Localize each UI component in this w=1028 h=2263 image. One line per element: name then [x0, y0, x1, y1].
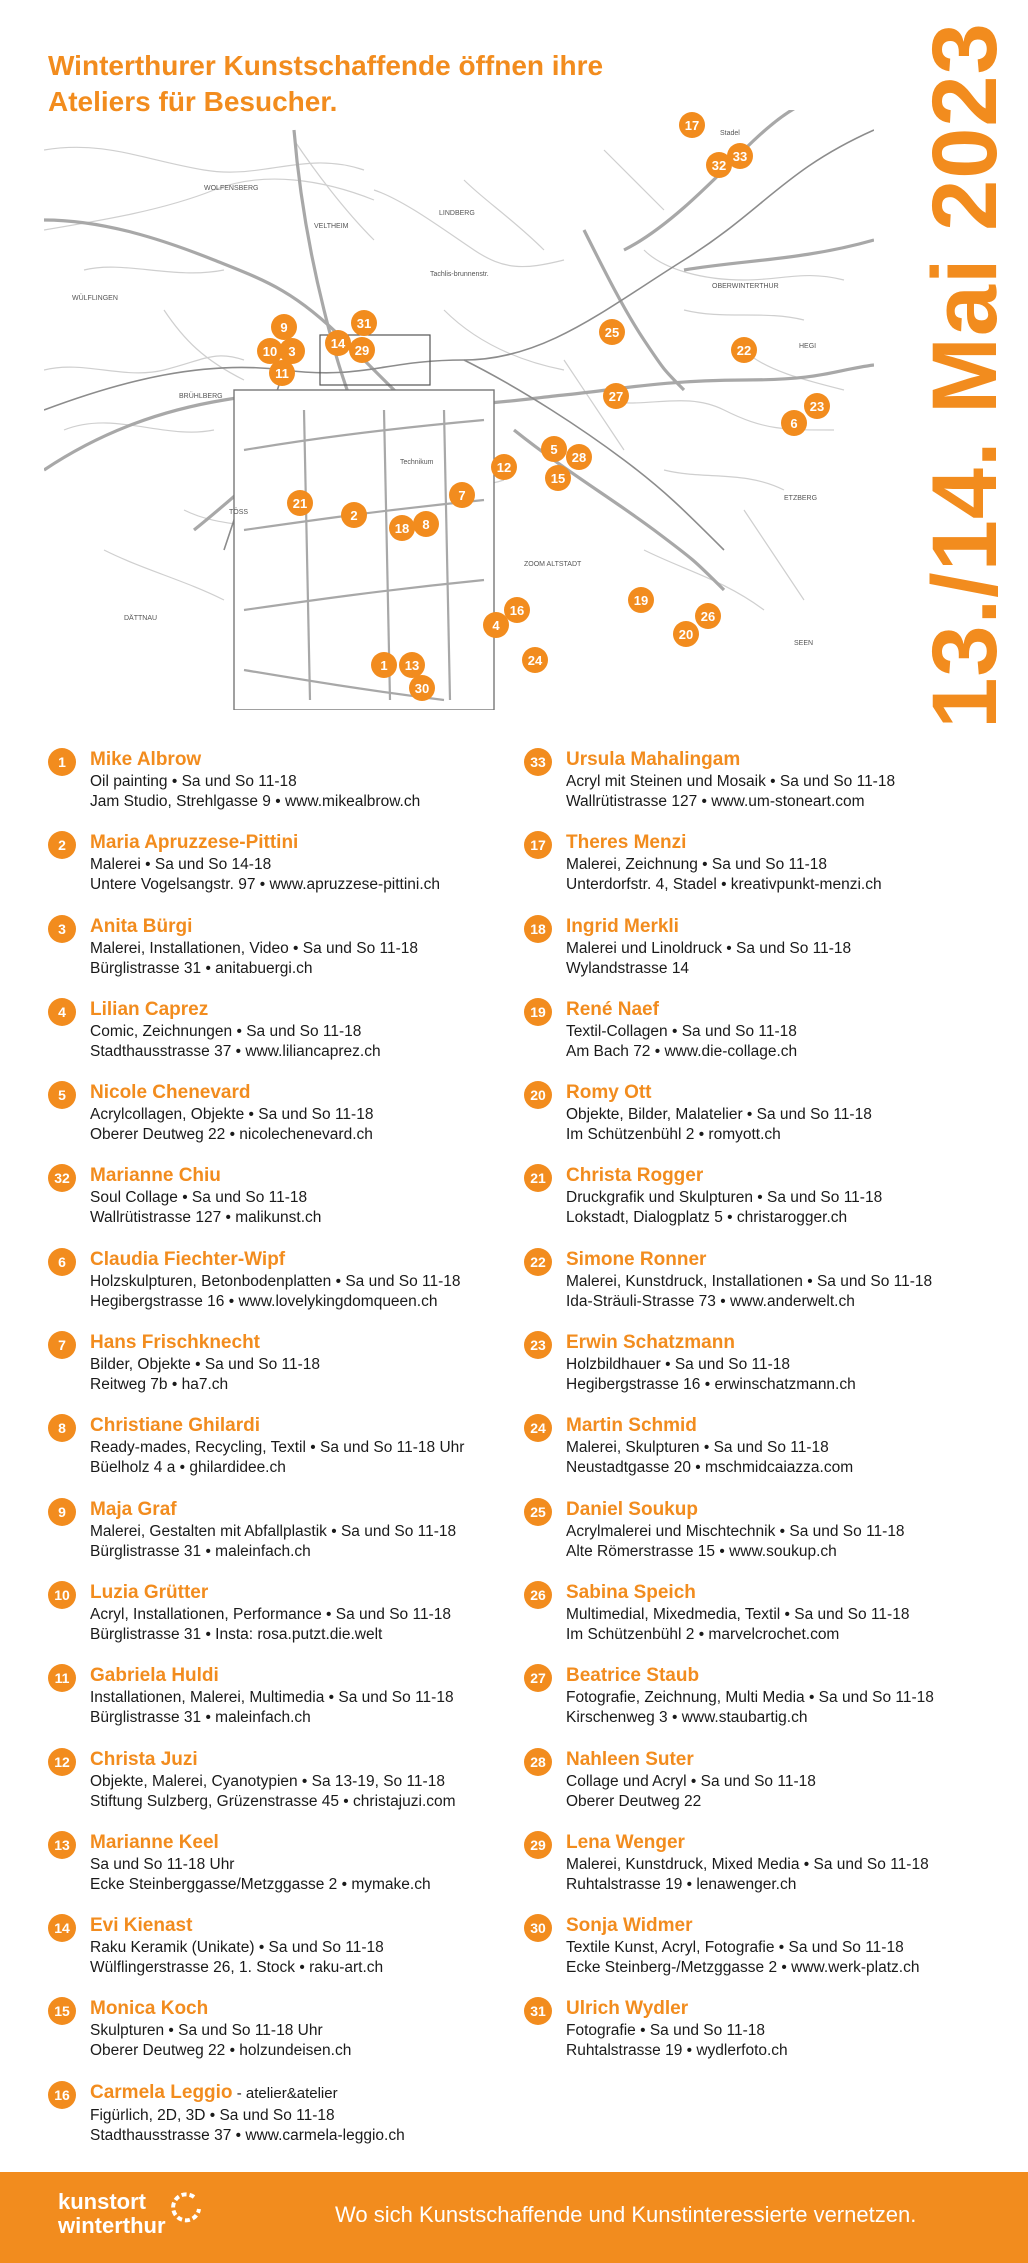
artist-name: Luzia Grütter: [90, 1581, 209, 1603]
map-marker-number: 24: [527, 653, 543, 668]
artist-name: Ingrid Merkli: [566, 915, 679, 937]
artist-details: Figürlich, 2D, 3D • Sa und So 11-18: [90, 2106, 335, 2124]
artist-entry-1: [48, 748, 508, 831]
artist-name: Gabriela Huldi: [90, 1665, 219, 1687]
map-marker-5[interactable]: [541, 436, 567, 462]
map-marker-16[interactable]: [504, 597, 530, 623]
artist-details: Bilder, Objekte • Sa und So 11-18: [90, 1356, 321, 1374]
artist-details: Malerei • Sa und So 14-18: [90, 856, 272, 874]
artist-name: Mike Albrow: [90, 749, 202, 770]
artist-number-badge: 9: [48, 1498, 76, 1526]
artist-number-badge: 24: [524, 1414, 552, 1442]
map-marker-number: 25: [604, 325, 620, 340]
artist-name: Simone Ronner: [566, 1248, 707, 1270]
artist-entry-21: [524, 1164, 984, 1247]
artist-address: Alte Römerstrasse 15 • www.soukup.ch: [566, 1542, 837, 1560]
map-marker-14[interactable]: [325, 330, 351, 356]
artist-name: Nicole Chenevard: [90, 1082, 251, 1104]
artist-number-badge: 30: [524, 1914, 552, 1942]
map-marker-number: 10: [262, 344, 278, 359]
artist-address: Reitweg 7b • ha7.ch: [90, 1376, 229, 1394]
map-label: BRÜHLBERG: [179, 393, 223, 400]
map-marker-number: 11: [275, 366, 289, 381]
artist-details: Malerei, Skulpturen • Sa und So 11-18: [566, 1439, 829, 1457]
map-marker-27[interactable]: [603, 383, 629, 409]
artist-address: Kirschenweg 3 • www.staubartig.ch: [566, 1709, 808, 1727]
artist-number-badge: 6: [48, 1248, 76, 1276]
artist-address: Ruhtalstrasse 19 • wydlerfoto.ch: [566, 2042, 788, 2060]
map-marker-number: 27: [608, 389, 624, 404]
map-marker-number: 33: [732, 149, 748, 164]
artist-number-badge: 5: [48, 1081, 76, 1109]
artist-details: Malerei, Gestalten mit Abfallplastik • Sa und So 11-18: [90, 1522, 457, 1540]
artist-entry-8: [48, 1414, 508, 1497]
city-map[interactable]: [44, 110, 874, 710]
map-marker-2[interactable]: [341, 502, 367, 528]
artist-entry-3: [48, 915, 508, 998]
artist-number-badge: 19: [524, 998, 552, 1026]
artist-address: Wylandstrasse 14: [566, 959, 690, 977]
map-label: Technikum: [400, 459, 434, 466]
artist-column-right: [524, 748, 984, 2081]
map-label: WÜLFLINGEN: [72, 295, 118, 302]
artist-details: Malerei und Linoldruck • Sa und So 11-18: [566, 939, 852, 957]
artist-entry-15: [48, 1997, 508, 2080]
map-marker-20[interactable]: [673, 621, 699, 647]
artist-number-badge: 11: [48, 1664, 76, 1692]
map-marker-17[interactable]: [679, 112, 705, 138]
artist-name: Maja Graf: [90, 1498, 177, 1520]
artist-number-badge: 16: [48, 2081, 76, 2109]
map-marker-7[interactable]: [449, 482, 475, 508]
map-marker-number: 18: [394, 521, 410, 536]
artist-number-badge: 13: [48, 1831, 76, 1859]
artist-address: Oberer Deutweg 22: [566, 1792, 702, 1810]
artist-address: Im Schützenbühl 2 • romyott.ch: [566, 1126, 781, 1144]
artist-entry-28: [524, 1748, 984, 1831]
artist-address: Am Bach 72 • www.die-collage.ch: [566, 1042, 798, 1060]
artist-name: Romy Ott: [566, 1082, 652, 1104]
artist-number-badge: 14: [48, 1914, 76, 1942]
map-label: Tachlis-brunnenstr.: [430, 271, 489, 278]
map-marker-number: 8: [422, 517, 430, 532]
map-label: HEGI: [799, 343, 817, 350]
artist-name: Hans Frischknecht: [90, 1332, 260, 1354]
artist-address: Stadthausstrasse 37 • www.liliancaprez.ch: [90, 1042, 381, 1060]
artist-column-left: [48, 748, 508, 2164]
artist-entry-29: [524, 1831, 984, 1914]
artist-details: Comic, Zeichnungen • Sa und So 11-18: [90, 1022, 362, 1040]
map-marker-30[interactable]: [409, 675, 435, 701]
artist-name: Christa Rogger: [566, 1165, 704, 1187]
map-label: VELTHEIM: [314, 223, 349, 230]
artist-number-badge: 31: [524, 1997, 552, 2025]
map-marker-number: 15: [550, 471, 566, 486]
artist-list: [48, 748, 988, 2158]
artist-entry-17: [524, 831, 984, 914]
artist-entry-33: [524, 748, 984, 831]
artist-number-badge: 29: [524, 1831, 552, 1859]
artist-entry-26: [524, 1581, 984, 1664]
map-marker-number: 9: [280, 320, 288, 335]
artist-address: Hegibergstrasse 16 • erwinschatzmann.ch: [566, 1376, 856, 1394]
map-marker-19[interactable]: [628, 587, 654, 613]
artist-details: Acrylmalerei und Mischtechnik • Sa und So 11-18: [566, 1522, 905, 1540]
event-date: [910, 21, 1020, 729]
footer-tagline: Wo sich Kunstschaffende und Kunstinteressierte vernetzen.: [335, 2202, 917, 2227]
map-marker-number: 31: [356, 316, 372, 331]
map-marker-number: 28: [571, 450, 587, 465]
artist-details: Holzskulpturen, Betonbodenplatten • Sa und So 11-18: [90, 1272, 461, 1290]
map-marker-number: 16: [509, 603, 525, 618]
artist-details: Malerei, Kunstdruck, Installationen • Sa und So 11-18: [566, 1272, 933, 1290]
artist-details: Acryl, Installationen, Performance • Sa und So 11-18: [90, 1605, 451, 1623]
artist-entry-27: [524, 1664, 984, 1747]
map-marker-number: 19: [633, 593, 649, 608]
artist-details: Oil painting • Sa und So 11-18: [90, 773, 297, 790]
artist-address: Büelholz 4 a • ghilardidee.ch: [90, 1459, 286, 1477]
artist-name: Nahleen Suter: [566, 1748, 694, 1770]
artist-details: Collage und Acryl • Sa und So 11-18: [566, 1772, 816, 1790]
artist-address: Oberer Deutweg 22 • holzundeisen.ch: [90, 2042, 352, 2060]
artist-number-badge: 4: [48, 998, 76, 1026]
artist-details: Malerei, Zeichnung • Sa und So 11-18: [566, 856, 828, 874]
artist-number-badge: 21: [524, 1164, 552, 1192]
artist-address: Lokstadt, Dialogplatz 5 • christarogger.ch: [566, 1209, 848, 1227]
map-label: Stadel: [720, 130, 740, 137]
artist-details: Installationen, Malerei, Multimedia • Sa und So 11-18: [90, 1689, 454, 1707]
artist-number-badge: 23: [524, 1331, 552, 1359]
map-marker-29[interactable]: [349, 337, 375, 363]
artist-number-badge: 8: [48, 1414, 76, 1442]
artist-details: Ready-mades, Recycling, Textil • Sa und So 11-18 Uhr: [90, 1439, 465, 1457]
artist-entry-22: [524, 1248, 984, 1331]
footer-bar: [0, 2172, 1028, 2263]
artist-number-badge: 2: [48, 831, 76, 859]
artist-name: Theres Menzi: [566, 832, 687, 854]
map-marker-12[interactable]: [491, 454, 517, 480]
artist-number-badge: 25: [524, 1498, 552, 1526]
artist-details: Raku Keramik (Unikate) • Sa und So 11-18: [90, 1939, 384, 1957]
artist-entry-20: [524, 1081, 984, 1164]
artist-details: Malerei, Kunstdruck, Mixed Media • Sa und So 11-18: [566, 1855, 929, 1873]
artist-number-badge: 22: [524, 1248, 552, 1276]
map-marker-number: 30: [414, 681, 430, 696]
artist-details: Malerei, Installationen, Video • Sa und So 11-18: [90, 939, 418, 957]
artist-entry-4: [48, 998, 508, 1081]
map-label: ETZBERG: [784, 495, 818, 502]
artist-details: Textil-Collagen • Sa und So 11-18: [566, 1022, 797, 1040]
artist-address: Stadthausstrasse 37 • www.carmela-leggio.ch: [90, 2126, 405, 2144]
map-marker-number: 1: [380, 658, 388, 673]
artist-entry-30: [524, 1914, 984, 1997]
map-marker-number: 13: [404, 658, 420, 673]
map-label: SEEN: [794, 640, 814, 647]
map-label: TÖSS: [229, 509, 249, 516]
artist-entry-10: [48, 1581, 508, 1664]
artist-entry-23: [524, 1331, 984, 1414]
map-marker-11[interactable]: [269, 360, 295, 386]
artist-details: Fotografie, Zeichnung, Multi Media • Sa und So 11-18: [566, 1689, 934, 1707]
artist-address: Ida-Sträuli-Strasse 73 • www.anderwelt.ch: [566, 1292, 855, 1310]
map-marker-23[interactable]: [804, 393, 830, 419]
artist-entry-14: [48, 1914, 508, 1997]
artist-address: Stiftung Sulzberg, Grüzenstrasse 45 • christajuzi.com: [90, 1792, 456, 1810]
map-marker-number: 22: [736, 343, 752, 358]
artist-details: Fotografie • Sa und So 11-18: [566, 2022, 766, 2040]
artist-address: Ecke Steinberggasse/Metzggasse 2 • mymake.ch: [90, 1875, 431, 1893]
map-marker-number: 17: [684, 118, 700, 133]
artist-name: Ulrich Wydler: [566, 1998, 689, 2020]
artist-number-badge: 26: [524, 1581, 552, 1609]
map-marker-31[interactable]: [351, 310, 377, 336]
map-marker-22[interactable]: [731, 337, 757, 363]
artist-details: Multimedial, Mixedmedia, Textil • Sa und So 11-18: [566, 1605, 910, 1623]
artist-entry-31: [524, 1997, 984, 2080]
artist-number-badge: 3: [48, 915, 76, 943]
artist-address: Bürglistrasse 31 • Insta: rosa.putzt.die.welt: [90, 1625, 383, 1643]
map-label: OBERWINTERTHUR: [712, 283, 779, 290]
artist-details: Skulpturen • Sa und So 11-18 Uhr: [90, 2022, 323, 2040]
map-marker-28[interactable]: [566, 444, 592, 470]
artist-name: Maria Apruzzese-Pittini: [90, 832, 299, 854]
artist-name: Evi Kienast: [90, 1915, 193, 1937]
artist-name: Christiane Ghilardi: [90, 1415, 260, 1437]
artist-number-badge: 15: [48, 1997, 76, 2025]
artist-number-badge: 20: [524, 1081, 552, 1109]
artist-number-badge: 33: [524, 748, 552, 776]
map-marker-13[interactable]: [399, 652, 425, 678]
map-marker-number: 26: [700, 609, 716, 624]
artist-entry-18: [524, 915, 984, 998]
map-marker-18[interactable]: [389, 515, 415, 541]
artist-name: Marianne Chiu: [90, 1165, 221, 1187]
artist-details: Acryl mit Steinen und Mosaik • Sa und So 11-18: [566, 773, 896, 790]
artist-entry-7: [48, 1331, 508, 1414]
map-marker-number: 7: [458, 488, 466, 503]
artist-name: Anita Bürgi: [90, 915, 193, 937]
artist-number-badge: 12: [48, 1748, 76, 1776]
artist-entry-25: [524, 1498, 984, 1581]
artist-name: René Naef: [566, 998, 659, 1020]
artist-address: Untere Vogelsangstr. 97 • www.apruzzese-pittini.ch: [90, 876, 441, 894]
artist-entry-13: [48, 1831, 508, 1914]
artist-address: Bürglistrasse 31 • maleinfach.ch: [90, 1709, 311, 1727]
map-marker-number: 3: [288, 344, 296, 359]
artist-number-badge: 17: [524, 831, 552, 859]
artist-name-extra: - atelier&atelier: [232, 2084, 338, 2102]
kunstort-ring-icon: [170, 2192, 204, 2226]
map-label: ZOOM ALTSTADT: [524, 561, 582, 568]
artist-name: Lilian Caprez: [90, 998, 209, 1020]
artist-entry-5: [48, 1081, 508, 1164]
artist-number-badge: 28: [524, 1748, 552, 1776]
artist-details: Acrylcollagen, Objekte • Sa und So 11-18: [90, 1106, 374, 1124]
artist-number-badge: 18: [524, 915, 552, 943]
artist-address: Ruhtalstrasse 19 • lenawenger.ch: [566, 1875, 797, 1893]
artist-number-badge: 10: [48, 1581, 76, 1609]
artist-name: Beatrice Staub: [566, 1665, 700, 1687]
artist-address: Hegibergstrasse 16 • www.lovelykingdomqueen.ch: [90, 1292, 438, 1310]
zoom-altstadt-frame: [234, 390, 494, 710]
artist-name: Daniel Soukup: [566, 1498, 698, 1520]
logo-line1: kunstort: [58, 2189, 146, 2214]
artist-address: Ecke Steinberg-/Metzggasse 2 • www.werk-platz.ch: [566, 1959, 920, 1977]
map-marker-number: 32: [711, 158, 727, 173]
artist-number-badge: 7: [48, 1331, 76, 1359]
artist-address: Wülflingerstrasse 26, 1. Stock • raku-art.ch: [90, 1959, 384, 1977]
map-label: DÄTTNAU: [124, 615, 158, 622]
map-marker-33[interactable]: [727, 143, 753, 169]
artist-address: Wallrütistrasse 127 • www.um-stoneart.com: [566, 793, 865, 810]
map-marker-number: 23: [809, 399, 825, 414]
map-marker-15[interactable]: [545, 465, 571, 491]
map-marker-1[interactable]: [371, 652, 397, 678]
artist-address: Jam Studio, Strehlgasse 9 • www.mikealbrow.ch: [90, 793, 421, 810]
map-marker-4[interactable]: [483, 612, 509, 638]
map-marker-number: 20: [678, 627, 694, 642]
event-date-text: 13./14. Mai 2023: [913, 21, 1016, 729]
artist-details: Objekte, Malerei, Cyanotypien • Sa 13-19, So 11-18: [90, 1772, 445, 1790]
artist-entry-2: [48, 831, 508, 914]
map-marker-number: 2: [350, 508, 358, 523]
map-marker-9[interactable]: [271, 314, 297, 340]
map-label: WOLFENSBERG: [204, 185, 259, 192]
artist-number-badge: 32: [48, 1164, 76, 1192]
artist-address: Neustadtgasse 20 • mschmidcaiazza.com: [566, 1459, 854, 1477]
artist-name: Monica Koch: [90, 1998, 209, 2020]
map-marker-number: 12: [496, 460, 512, 475]
map-marker-number: 4: [492, 618, 500, 633]
map-marker-6[interactable]: [781, 410, 807, 436]
artist-name: Carmela Leggio - atelier&atelier: [90, 2081, 338, 2103]
map-marker-number: 5: [550, 442, 558, 457]
artist-address: Bürglistrasse 31 • maleinfach.ch: [90, 1542, 311, 1560]
artist-entry-11: [48, 1664, 508, 1747]
artist-entry-16: [48, 2081, 508, 2164]
artist-address: Unterdorfstr. 4, Stadel • kreativpunkt-menzi.ch: [566, 876, 882, 894]
artist-name: Sonja Widmer: [566, 1915, 693, 1937]
artist-name: Claudia Fiechter-Wipf: [90, 1248, 286, 1270]
map-marker-number: 21: [292, 496, 308, 511]
kunstort-logo[interactable]: [58, 2190, 166, 2238]
artist-address: Im Schützenbühl 2 • marvelcrochet.com: [566, 1625, 840, 1643]
artist-number-badge: 1: [48, 748, 76, 776]
artist-name: Christa Juzi: [90, 1748, 198, 1770]
artist-entry-6: [48, 1248, 508, 1331]
artist-entry-12: [48, 1748, 508, 1831]
artist-details: Holzbildhauer • Sa und So 11-18: [566, 1356, 791, 1374]
artist-entry-32: [48, 1164, 508, 1247]
artist-entry-9: [48, 1498, 508, 1581]
artist-number-badge: 27: [524, 1664, 552, 1692]
artist-entry-24: [524, 1414, 984, 1497]
map-marker-8[interactable]: [413, 511, 439, 537]
artist-details: Textile Kunst, Acryl, Fotografie • Sa und So 11-18: [566, 1939, 904, 1957]
map-marker-number: 14: [330, 336, 346, 351]
map-marker-number: 29: [354, 343, 370, 358]
map-label: LINDBERG: [439, 210, 475, 217]
artist-name: Martin Schmid: [566, 1415, 697, 1437]
map-marker-26[interactable]: [695, 603, 721, 629]
artist-address: Oberer Deutweg 22 • nicolechenevard.ch: [90, 1126, 373, 1144]
artist-address: Wallrütistrasse 127 • malikunst.ch: [90, 1209, 322, 1227]
artist-name: Sabina Speich: [566, 1581, 696, 1603]
artist-details: Objekte, Bilder, Malatelier • Sa und So 11-18: [566, 1106, 872, 1124]
artist-details: Sa und So 11-18 Uhr: [90, 1855, 235, 1873]
artist-name: Erwin Schatzmann: [566, 1332, 735, 1354]
artist-name: Marianne Keel: [90, 1831, 219, 1853]
map-svg: [44, 110, 874, 710]
artist-name: Lena Wenger: [566, 1831, 685, 1853]
artist-details: Soul Collage • Sa und So 11-18: [90, 1189, 308, 1207]
logo-line2: winterthur: [58, 2213, 166, 2238]
headline: Winterthurer Kunstschaffende öffnen ihre Ateliers für Besucher.: [48, 50, 604, 117]
artist-details: Druckgrafik und Skulpturen • Sa und So 11-18: [566, 1189, 883, 1207]
artist-name: Ursula Mahalingam: [566, 749, 741, 770]
artist-entry-19: [524, 998, 984, 1081]
map-marker-24[interactable]: [522, 647, 548, 673]
artist-address: Bürglistrasse 31 • anitabuergi.ch: [90, 959, 313, 977]
map-marker-25[interactable]: [599, 319, 625, 345]
map-marker-21[interactable]: [287, 490, 313, 516]
map-marker-number: 6: [790, 416, 798, 431]
